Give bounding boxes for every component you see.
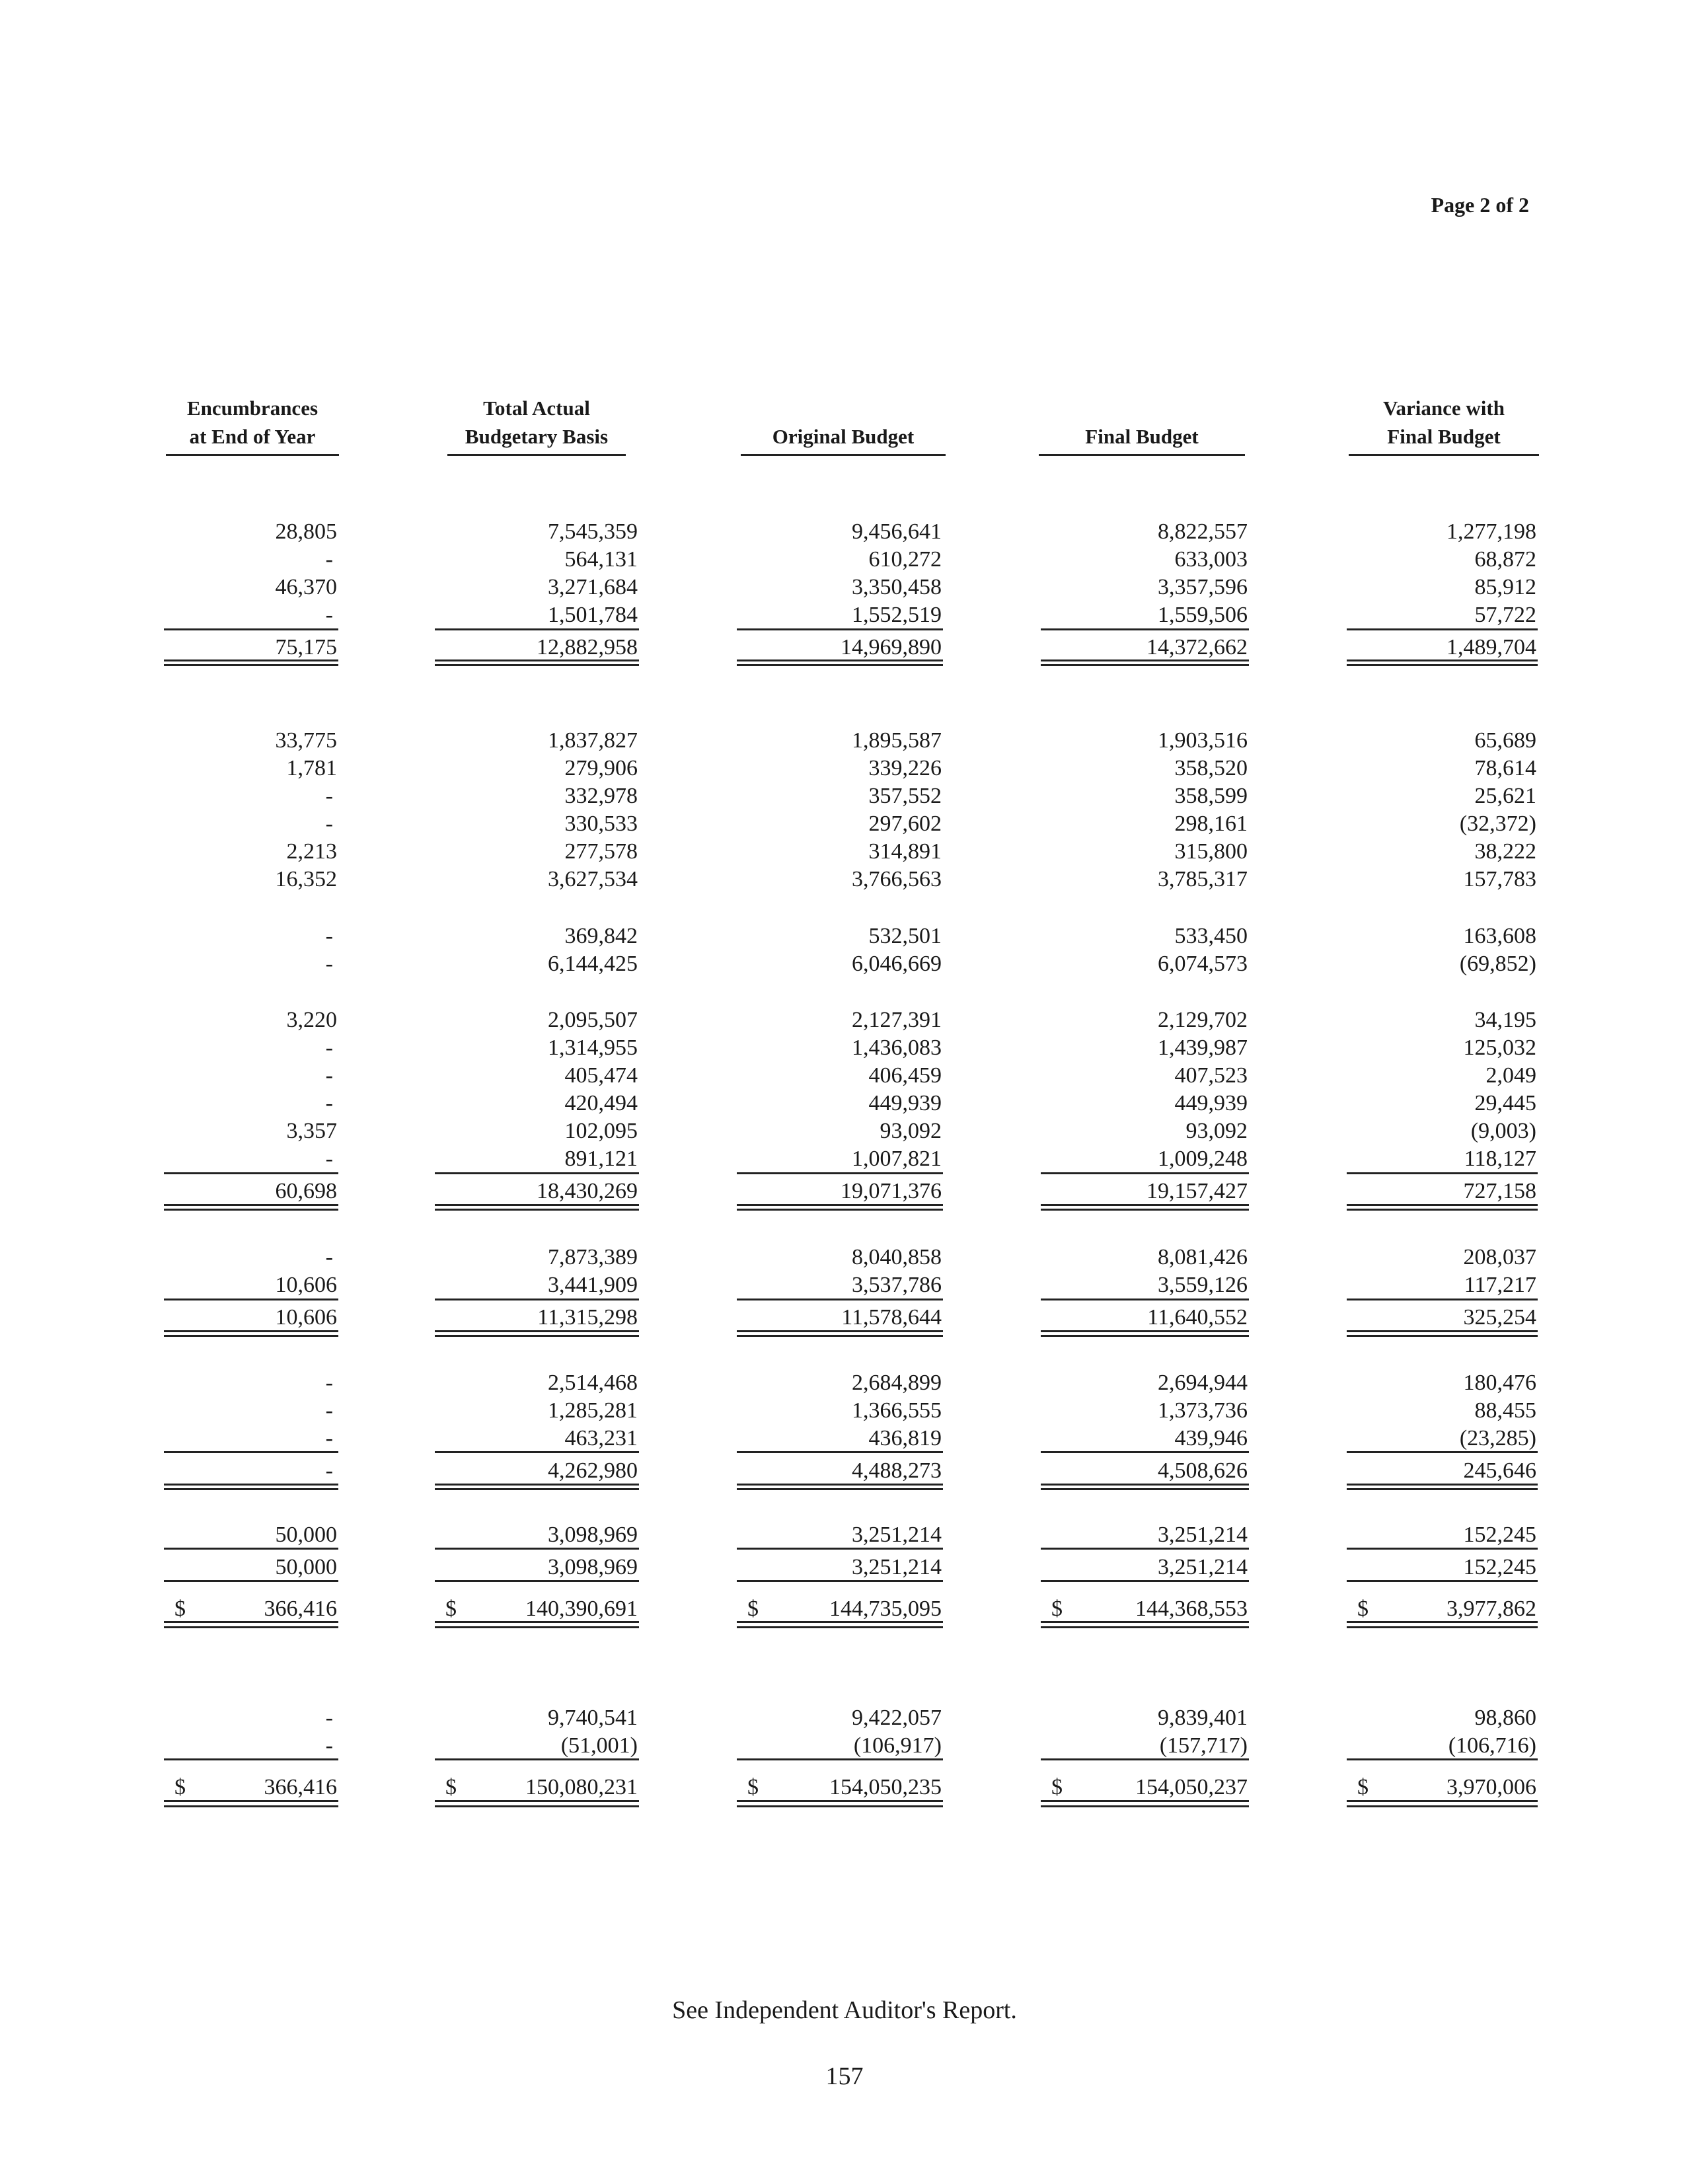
cell-final-budget: 9,839,401 — [1158, 1706, 1248, 1730]
underline-rule — [1041, 664, 1249, 666]
underline-rule — [435, 1548, 639, 1550]
underline-rule — [164, 1805, 338, 1807]
underline-rule — [737, 1172, 943, 1174]
underline-rule — [164, 1299, 338, 1300]
cell-total-actual: 9,740,541 — [548, 1706, 638, 1730]
underline-rule — [1041, 1548, 1249, 1550]
cell-total-actual: 3,441,909 — [548, 1273, 638, 1297]
underline-rule — [435, 1758, 639, 1760]
underline-rule — [435, 1626, 639, 1628]
cell-encumbrances: 50,000 — [275, 1555, 337, 1579]
underline-rule — [1041, 1488, 1249, 1490]
underline-rule — [164, 1330, 338, 1332]
cell-final-budget: 315,800 — [1174, 839, 1248, 864]
cell-variance: 118,127 — [1464, 1147, 1536, 1171]
cell-total-actual: 420,494 — [564, 1091, 638, 1115]
cell-original-budget: 297,602 — [868, 811, 942, 836]
cell-encumbrances: - — [325, 952, 333, 976]
cell-variance: 117,217 — [1464, 1273, 1536, 1297]
cell-encumbrances: 2,213 — [286, 839, 337, 864]
cell-total-actual: 7,545,359 — [548, 519, 638, 544]
cell-variance: 208,037 — [1463, 1245, 1536, 1269]
cell-final-budget: 3,785,317 — [1158, 867, 1248, 891]
underline-rule — [1347, 664, 1538, 666]
underline-rule — [164, 1172, 338, 1174]
underline-rule — [737, 1805, 943, 1807]
underline-rule — [435, 1484, 639, 1486]
cell-final-budget: 1,439,987 — [1158, 1036, 1248, 1060]
cell-final-budget: 2,694,944 — [1158, 1371, 1248, 1395]
underline-rule — [435, 1805, 639, 1807]
cell-variance: 163,608 — [1463, 924, 1536, 948]
cell-final-budget: 3,251,214 — [1158, 1555, 1248, 1579]
currency-symbol: $ — [1051, 1775, 1063, 1799]
cell-variance: 34,195 — [1474, 1008, 1536, 1032]
cell-variance: 180,476 — [1463, 1371, 1536, 1395]
cell-encumbrances: 50,000 — [275, 1523, 337, 1547]
cell-final-budget: 449,939 — [1174, 1091, 1248, 1115]
cell-encumbrances: 366,416 — [264, 1775, 337, 1799]
underline-rule — [1041, 1805, 1249, 1807]
cell-total-actual: 11,315,298 — [537, 1305, 638, 1330]
cell-final-budget: 8,822,557 — [1158, 519, 1248, 544]
underline-rule — [164, 628, 338, 630]
cell-total-actual: 3,098,969 — [548, 1523, 638, 1547]
underline-rule — [164, 1800, 338, 1802]
underline-rule — [435, 1204, 639, 1206]
cell-final-budget: 93,092 — [1185, 1119, 1248, 1143]
cell-final-budget: 3,251,214 — [1158, 1523, 1248, 1547]
cell-encumbrances: 75,175 — [275, 635, 337, 659]
cell-variance: 3,977,862 — [1446, 1597, 1536, 1621]
underline-rule — [164, 1451, 338, 1453]
cell-final-budget: 533,450 — [1174, 924, 1248, 948]
cell-variance: 1,489,704 — [1446, 635, 1536, 659]
cell-variance: 29,445 — [1474, 1091, 1536, 1115]
cell-original-budget: 154,050,235 — [829, 1775, 942, 1799]
cell-variance: 152,245 — [1463, 1555, 1536, 1579]
cell-final-budget: 3,357,596 — [1158, 575, 1248, 599]
cell-final-budget: 358,520 — [1174, 756, 1248, 780]
cell-total-actual: 891,121 — [564, 1147, 638, 1171]
underline-rule — [164, 1621, 338, 1623]
underline-rule — [1041, 1800, 1249, 1802]
cell-original-budget: 6,046,669 — [852, 952, 942, 976]
cell-original-budget: 449,939 — [868, 1091, 942, 1115]
underline-rule — [1347, 1758, 1538, 1760]
cell-total-actual: 1,837,827 — [548, 728, 638, 753]
cell-original-budget: 1,007,821 — [852, 1147, 942, 1171]
cell-encumbrances: - — [325, 1036, 333, 1060]
cell-encumbrances: - — [325, 1147, 333, 1171]
currency-symbol: $ — [1051, 1597, 1063, 1621]
cell-encumbrances: - — [325, 784, 333, 808]
cell-total-actual: 140,390,691 — [525, 1597, 638, 1621]
cell-total-actual: 277,578 — [564, 839, 638, 864]
underline-rule — [1041, 1626, 1249, 1628]
underline-rule — [435, 659, 639, 661]
underline-rule — [1347, 1626, 1538, 1628]
cell-total-actual: 330,533 — [564, 811, 638, 836]
column-header-underline — [741, 454, 946, 456]
underline-rule — [1347, 1800, 1538, 1802]
column-header-original-budget — [741, 394, 946, 451]
cell-variance: 727,158 — [1463, 1179, 1536, 1203]
cell-original-budget: 532,501 — [868, 924, 942, 948]
underline-rule — [737, 1209, 943, 1211]
cell-encumbrances: 3,357 — [286, 1119, 337, 1143]
cell-encumbrances: 16,352 — [275, 867, 337, 891]
cell-total-actual: (51,001) — [560, 1733, 638, 1758]
cell-total-actual: 7,873,389 — [548, 1245, 638, 1269]
cell-original-budget: 357,552 — [868, 784, 942, 808]
column-header-line2: Original Budget — [772, 425, 915, 448]
underline-rule — [1041, 1758, 1249, 1760]
underline-rule — [164, 1548, 338, 1550]
cell-original-budget: 339,226 — [868, 756, 942, 780]
underline-rule — [1041, 1299, 1249, 1300]
cell-original-budget: 14,969,890 — [841, 635, 942, 659]
underline-rule — [1041, 1451, 1249, 1453]
cell-variance: 2,049 — [1485, 1063, 1536, 1088]
cell-original-budget: 9,456,641 — [852, 519, 942, 544]
underline-rule — [1347, 1580, 1538, 1582]
cell-encumbrances: - — [325, 1371, 333, 1395]
cell-variance: 88,455 — [1474, 1398, 1536, 1423]
cell-variance: (9,003) — [1470, 1119, 1536, 1143]
cell-original-budget: 3,350,458 — [852, 575, 942, 599]
cell-total-actual: 1,285,281 — [548, 1398, 638, 1423]
cell-total-actual: 1,501,784 — [548, 603, 638, 627]
cell-final-budget: 6,074,573 — [1158, 952, 1248, 976]
page-label: Page 2 of 2 — [1431, 193, 1529, 217]
underline-rule — [1041, 1580, 1249, 1582]
column-header-underline — [447, 454, 626, 456]
cell-total-actual: 3,098,969 — [548, 1555, 638, 1579]
cell-final-budget: 144,368,553 — [1135, 1597, 1248, 1621]
cell-encumbrances: 10,606 — [275, 1273, 337, 1297]
cell-final-budget: 19,157,427 — [1146, 1179, 1248, 1203]
cell-variance: 57,722 — [1474, 603, 1536, 627]
underline-rule — [1041, 1172, 1249, 1174]
cell-original-budget: 1,436,083 — [852, 1036, 942, 1060]
underline-rule — [737, 1800, 943, 1802]
currency-symbol: $ — [445, 1597, 457, 1621]
column-header-line2: at End of Year — [189, 425, 316, 448]
currency-symbol: $ — [1357, 1597, 1369, 1621]
underline-rule — [737, 1758, 943, 1760]
cell-variance: (23,285) — [1459, 1426, 1536, 1450]
cell-variance: 68,872 — [1474, 547, 1536, 572]
underline-rule — [737, 628, 943, 630]
underline-rule — [1041, 1209, 1249, 1211]
cell-variance: 157,783 — [1463, 867, 1536, 891]
underline-rule — [737, 659, 943, 661]
underline-rule — [164, 1335, 338, 1337]
cell-final-budget: 407,523 — [1174, 1063, 1248, 1088]
underline-rule — [737, 1621, 943, 1623]
cell-original-budget: 2,684,899 — [852, 1371, 942, 1395]
underline-rule — [164, 1626, 338, 1628]
cell-encumbrances: - — [325, 811, 333, 836]
cell-variance: (69,852) — [1459, 952, 1536, 976]
underline-rule — [1347, 1335, 1538, 1337]
cell-encumbrances: 28,805 — [275, 519, 337, 544]
cell-final-budget: 633,003 — [1174, 547, 1248, 572]
cell-final-budget: 439,946 — [1174, 1426, 1248, 1450]
underline-rule — [164, 1204, 338, 1206]
underline-rule — [1041, 1204, 1249, 1206]
cell-final-budget: 8,081,426 — [1158, 1245, 1248, 1269]
currency-symbol: $ — [747, 1597, 759, 1621]
underline-rule — [164, 1484, 338, 1486]
underline-rule — [1041, 1335, 1249, 1337]
underline-rule — [1041, 628, 1249, 630]
underline-rule — [1347, 1488, 1538, 1490]
underline-rule — [164, 664, 338, 666]
cell-variance: 85,912 — [1474, 575, 1536, 599]
cell-encumbrances: - — [325, 1733, 333, 1758]
cell-final-budget: 11,640,552 — [1147, 1305, 1248, 1330]
underline-rule — [1041, 659, 1249, 661]
cell-variance: 245,646 — [1463, 1458, 1536, 1483]
cell-variance: 1,277,198 — [1446, 519, 1536, 544]
column-header-variance — [1349, 394, 1539, 451]
cell-final-budget: 1,903,516 — [1158, 728, 1248, 753]
cell-encumbrances: - — [325, 1063, 333, 1088]
column-header-line1 — [741, 394, 946, 422]
cell-total-actual: 369,842 — [564, 924, 638, 948]
cell-final-budget: 3,559,126 — [1158, 1273, 1248, 1297]
underline-rule — [737, 1626, 943, 1628]
cell-encumbrances: - — [325, 1398, 333, 1423]
underline-rule — [1347, 1484, 1538, 1486]
underline-rule — [1041, 1621, 1249, 1623]
cell-original-budget: 4,488,273 — [852, 1458, 942, 1483]
underline-rule — [1347, 1299, 1538, 1300]
page-number: 157 — [825, 2062, 864, 2090]
cell-original-budget: 3,537,786 — [852, 1273, 942, 1297]
column-header-line2: Budgetary Basis — [465, 425, 609, 448]
underline-rule — [1347, 1204, 1538, 1206]
underline-rule — [164, 659, 338, 661]
cell-encumbrances: - — [325, 547, 333, 572]
cell-original-budget: 610,272 — [868, 547, 942, 572]
cell-original-budget: 8,040,858 — [852, 1245, 942, 1269]
cell-total-actual: 3,627,534 — [548, 867, 638, 891]
underline-rule — [435, 1172, 639, 1174]
underline-rule — [737, 1580, 943, 1582]
cell-variance: 125,032 — [1463, 1036, 1536, 1060]
cell-total-actual: 2,514,468 — [548, 1371, 638, 1395]
cell-total-actual: 6,144,425 — [548, 952, 638, 976]
cell-encumbrances: - — [325, 1706, 333, 1730]
underline-rule — [737, 1335, 943, 1337]
cell-total-actual: 12,882,958 — [537, 635, 638, 659]
underline-rule — [435, 1800, 639, 1802]
cell-final-budget: 4,508,626 — [1158, 1458, 1248, 1483]
cell-variance: 325,254 — [1463, 1305, 1536, 1330]
column-header-encumbrances — [166, 394, 339, 451]
cell-original-budget: 436,819 — [868, 1426, 942, 1450]
underline-rule — [435, 1488, 639, 1490]
cell-variance: 78,614 — [1474, 756, 1536, 780]
cell-total-actual: 1,314,955 — [548, 1036, 638, 1060]
cell-final-budget: 2,129,702 — [1158, 1008, 1248, 1032]
underline-rule — [737, 1484, 943, 1486]
cell-variance: 65,689 — [1474, 728, 1536, 753]
cell-original-budget: 11,578,644 — [841, 1305, 942, 1330]
underline-rule — [435, 1621, 639, 1623]
underline-rule — [1347, 1451, 1538, 1453]
underline-rule — [164, 1488, 338, 1490]
cell-variance: 152,245 — [1463, 1523, 1536, 1547]
cell-encumbrances: - — [325, 924, 333, 948]
column-header-line2: Final Budget — [1085, 425, 1199, 448]
underline-rule — [737, 1548, 943, 1550]
cell-final-budget: 1,009,248 — [1158, 1147, 1248, 1171]
currency-symbol: $ — [174, 1597, 186, 1621]
cell-variance: (32,372) — [1459, 811, 1536, 836]
cell-original-budget: 1,552,519 — [852, 603, 942, 627]
underline-rule — [435, 628, 639, 630]
cell-encumbrances: - — [325, 1458, 333, 1483]
underline-rule — [737, 1488, 943, 1490]
cell-encumbrances: 60,698 — [275, 1179, 337, 1203]
underline-rule — [737, 1451, 943, 1453]
underline-rule — [1347, 1548, 1538, 1550]
underline-rule — [435, 1299, 639, 1300]
column-header-line1: Total Actual — [483, 396, 590, 420]
cell-total-actual: 332,978 — [564, 784, 638, 808]
underline-rule — [737, 1204, 943, 1206]
currency-symbol: $ — [747, 1775, 759, 1799]
underline-rule — [435, 1330, 639, 1332]
underline-rule — [1347, 1172, 1538, 1174]
currency-symbol: $ — [445, 1775, 457, 1799]
cell-total-actual: 3,271,684 — [548, 575, 638, 599]
underline-rule — [1041, 1484, 1249, 1486]
cell-final-budget: 1,373,736 — [1158, 1398, 1248, 1423]
cell-total-actual: 463,231 — [564, 1426, 638, 1450]
cell-original-budget: 3,251,214 — [852, 1555, 942, 1579]
underline-rule — [435, 1451, 639, 1453]
cell-original-budget: 144,735,095 — [829, 1597, 942, 1621]
underline-rule — [1347, 1209, 1538, 1211]
underline-rule — [737, 1330, 943, 1332]
cell-total-actual: 279,906 — [564, 756, 638, 780]
column-header-line2: Final Budget — [1387, 425, 1501, 448]
underline-rule — [1347, 628, 1538, 630]
column-header-final-budget — [1039, 394, 1245, 451]
cell-variance: 38,222 — [1474, 839, 1536, 864]
column-header-line1: Variance with — [1383, 396, 1505, 420]
underline-rule — [435, 1335, 639, 1337]
column-header-line1: Encumbrances — [186, 396, 319, 420]
underline-rule — [1347, 1805, 1538, 1807]
cell-total-actual: 150,080,231 — [525, 1775, 638, 1799]
cell-original-budget: 3,766,563 — [852, 867, 942, 891]
cell-variance: 3,970,006 — [1446, 1775, 1536, 1799]
underline-rule — [1347, 1330, 1538, 1332]
underline-rule — [435, 1209, 639, 1211]
currency-symbol: $ — [174, 1775, 186, 1799]
cell-final-budget: 298,161 — [1174, 811, 1248, 836]
cell-original-budget: 9,422,057 — [852, 1706, 942, 1730]
cell-final-budget: 154,050,237 — [1135, 1775, 1248, 1799]
underline-rule — [1347, 1621, 1538, 1623]
underline-rule — [1041, 1330, 1249, 1332]
cell-final-budget: 1,559,506 — [1158, 603, 1248, 627]
cell-encumbrances: - — [325, 1245, 333, 1269]
cell-encumbrances: 1,781 — [286, 756, 337, 780]
cell-original-budget: 1,366,555 — [852, 1398, 942, 1423]
underline-rule — [435, 1580, 639, 1582]
cell-variance: 25,621 — [1474, 784, 1536, 808]
cell-encumbrances: 366,416 — [264, 1597, 337, 1621]
footer-note: See Independent Auditor's Report. — [672, 1996, 1017, 2024]
cell-encumbrances: 33,775 — [275, 728, 337, 753]
column-header-underline — [166, 454, 339, 456]
cell-encumbrances: - — [325, 603, 333, 627]
underline-rule — [737, 664, 943, 666]
column-header-total-actual — [447, 394, 626, 451]
cell-original-budget: 2,127,391 — [852, 1008, 942, 1032]
currency-symbol: $ — [1357, 1775, 1369, 1799]
underline-rule — [1347, 659, 1538, 661]
column-header-underline — [1349, 454, 1539, 456]
cell-original-budget: 3,251,214 — [852, 1523, 942, 1547]
cell-encumbrances: - — [325, 1426, 333, 1450]
cell-variance: (106,716) — [1448, 1733, 1536, 1758]
cell-final-budget: 14,372,662 — [1146, 635, 1248, 659]
cell-total-actual: 405,474 — [564, 1063, 638, 1088]
cell-encumbrances: - — [325, 1091, 333, 1115]
underline-rule — [435, 664, 639, 666]
underline-rule — [164, 1758, 338, 1760]
underline-rule — [737, 1299, 943, 1300]
cell-original-budget: 1,895,587 — [852, 728, 942, 753]
cell-original-budget: 314,891 — [868, 839, 942, 864]
cell-encumbrances: 3,220 — [286, 1008, 337, 1032]
cell-total-actual: 102,095 — [564, 1119, 638, 1143]
cell-total-actual: 18,430,269 — [537, 1179, 638, 1203]
cell-final-budget: (157,717) — [1159, 1733, 1248, 1758]
cell-encumbrances: 46,370 — [275, 575, 337, 599]
underline-rule — [164, 1580, 338, 1582]
cell-original-budget: 19,071,376 — [841, 1179, 942, 1203]
cell-total-actual: 4,262,980 — [548, 1458, 638, 1483]
cell-original-budget: (106,917) — [853, 1733, 942, 1758]
cell-variance: 98,860 — [1474, 1706, 1536, 1730]
cell-original-budget: 93,092 — [880, 1119, 942, 1143]
cell-final-budget: 358,599 — [1174, 784, 1248, 808]
cell-original-budget: 406,459 — [868, 1063, 942, 1088]
cell-encumbrances: 10,606 — [275, 1305, 337, 1330]
column-header-underline — [1039, 454, 1245, 456]
cell-total-actual: 2,095,507 — [548, 1008, 638, 1032]
cell-total-actual: 564,131 — [564, 547, 638, 572]
column-header-line1 — [1039, 394, 1245, 422]
underline-rule — [164, 1209, 338, 1211]
